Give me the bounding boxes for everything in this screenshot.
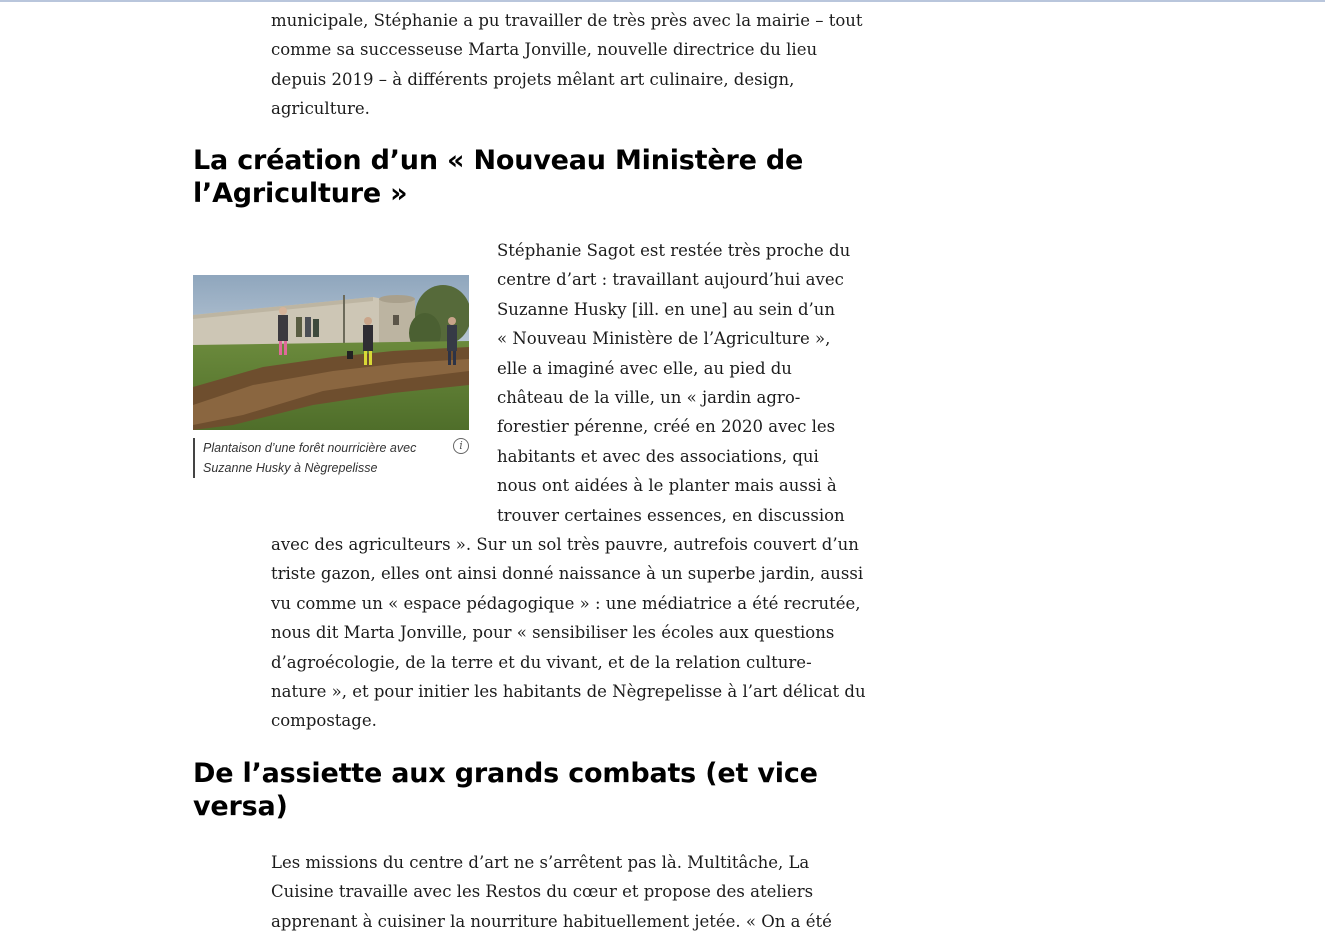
text-line: forestier pérenne, créé en 2020 avec les (497, 417, 836, 437)
text-line: Stéphanie Sagot est restée très proche du (497, 241, 851, 260)
section-heading-nouveau-ministere (193, 144, 803, 210)
text-line: habitants et avec des associations, qui (497, 446, 819, 466)
text-line: Suzanne Husky [ill. en une] au sein d’un (497, 299, 836, 319)
text-line: municipale, Stéphanie a pu travailler de très près avec la mairie – tout (271, 11, 863, 30)
intro-paragraph (271, 6, 863, 124)
text-line: compostage. (271, 711, 377, 731)
text-line: nature », et pour initier les habitants de Nègrepelisse à l’art délicat du (271, 682, 866, 702)
text-line: trouver certaines essences, en discussion (497, 505, 845, 525)
caption-line: Plantaison d’une forêt nourricière avec (203, 441, 417, 455)
side-paragraph (497, 236, 851, 530)
heading-line: De l’assiette aux grands combats (et vice (193, 758, 818, 789)
text-line: nous ont aidées à le planter mais aussi à (497, 476, 837, 496)
caption-text (203, 438, 470, 478)
figure-caption (193, 438, 470, 478)
text-line: d’agroécologie, de la terre et du vivant, et de la relation culture- (271, 652, 812, 672)
text-line: nous dit Marta Jonville, pour « sensibiliser les écoles aux questions (271, 623, 835, 643)
text-line: comme sa successeuse Marta Jonville, nouvelle directrice du lieu (271, 40, 818, 60)
text-line: avec des agriculteurs ». Sur un sol très pauvre, autrefois couvert d’un (271, 535, 859, 554)
continued-paragraph (271, 530, 866, 736)
heading-line: l’Agriculture » (193, 178, 408, 209)
section-heading-assiette (193, 757, 818, 823)
text-line: triste gazon, elles ont ainsi donné naissance à un superbe jardin, aussi (271, 564, 864, 584)
text-line: centre d’art : travaillant aujourd’hui avec (497, 270, 844, 290)
text-line: vu comme un « espace pédagogique » : une médiatrice a été recrutée, (271, 593, 861, 613)
text-line: depuis 2019 – à différents projets mêlant art culinaire, design, (271, 69, 795, 89)
garden-photo[interactable] (193, 275, 469, 430)
article-figure (193, 275, 470, 478)
text-line: Les missions du centre d’art ne s’arrêtent pas là. Multitâche, La (271, 853, 810, 872)
heading-line: La création d’un « Nouveau Ministère de (193, 145, 804, 176)
text-line: agriculture. (271, 99, 370, 119)
missions-paragraph (271, 848, 831, 936)
text-line: Cuisine travaille avec les Restos du cœur et propose des ateliers (271, 882, 814, 902)
heading-line: versa) (193, 791, 288, 822)
info-icon[interactable]: i (453, 438, 469, 454)
caption-line: Suzanne Husky à Nègrepelisse (203, 461, 378, 475)
text-line: « Nouveau Ministère de l’Agriculture », (497, 329, 831, 349)
text-line: château de la ville, un « jardin agro- (497, 388, 801, 408)
text-line: elle a imaginé avec elle, au pied du (497, 358, 792, 378)
text-line: apprenant à cuisiner la nourriture habituellement jetée. « On a été (271, 911, 832, 931)
